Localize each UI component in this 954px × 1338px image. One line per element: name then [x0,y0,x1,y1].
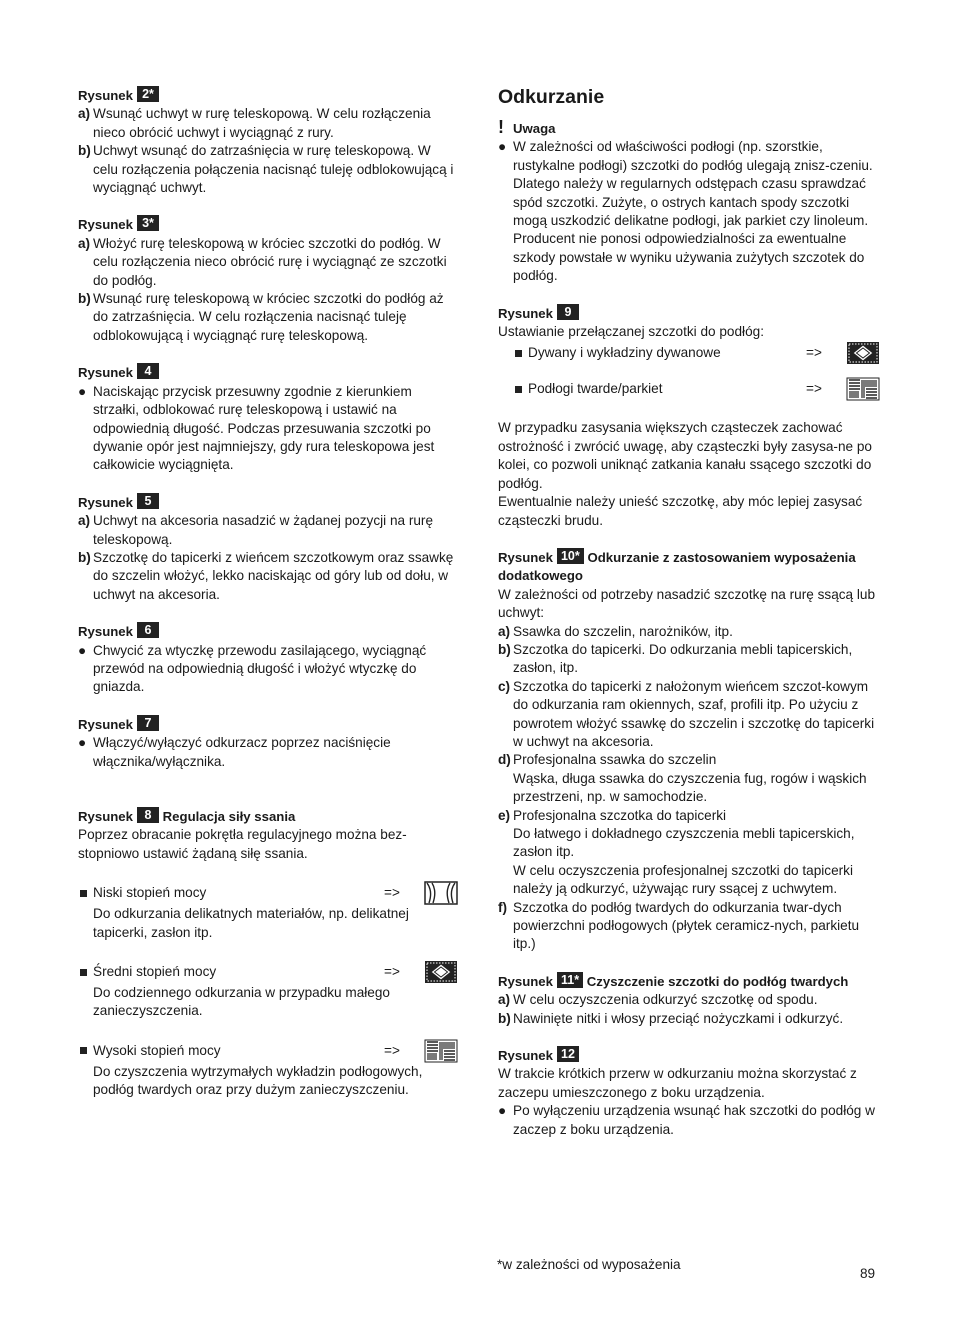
square-bullet-icon [80,890,87,897]
list-item: b) Szczotkę do tapicerki z wieńcem szczotkowym oraz ssawkę do szczelin włożyć, lekko naciskając od góry lub od dołu, w uchwyt na akcesoria. [78,549,454,602]
section-fig-4 [78,363,458,474]
brush-option-hard-floor: Podłogi twarde/parkiet => [498,377,880,401]
curtain-icon [424,881,458,905]
warning-box: ! Uwaga ● W zależności od właściwości podłogi (np. szorstkie, rustykalne podłogi) szczotki do podłóg ulegają znisz-czeniu. Dlatego należy w regularnych odstępach czasu sprawdzać spód szczotki. Zużyte, o ostrych kantach spody szczotki mogą uszkodzić delikatne podłogi, jak parkiet czy linoleum. Producent nie ponosi odpowiedzialności za ewentualne szkody powstałe w wyniku używania zużytych szczotek do podłóg. [498,120,880,286]
list-item: c) Szczotka do tapicerki z nałożonym wieńcem szczot-kowym do odkurzania ram okiennych, szaf, profili itp. Po użyciu z powrotem włożyć ssawkę do szczelin i szczotkę do tapicerki w uchwyt na akcesoria. [498,678,875,749]
section-fig-6 [78,622,458,697]
bullet-item: ● Chwycić za wtyczkę przewodu zasilającego, wyciągnąć przewód na odpowiednią długość i włożyć wtyczkę do gniazda. [78,642,458,697]
figure-number: 10* [557,548,584,564]
figure-number: 9 [557,304,579,320]
list-item: b) Uchwyt wsunąć do zatrzaśnięcia w rurę teleskopową. W celu rozłączenia połączenia nacisnąć tuleję odblokowującą i wyciągnąć uchwyt. [78,143,454,196]
footnote: *w zależności od wyposażenia [497,1257,681,1272]
figure-heading: Rysunek 8 Regulacja siły ssania [78,808,296,824]
square-bullet-icon [80,969,87,976]
power-level-high: Wysoki stopień mocy => Do czyszczenia wytrzymałych wykładzin podłogowych, podłóg twardych oraz przy dużym zanieczyszczeniu. [78,1039,458,1100]
section-fig-11 [498,972,880,1028]
page-title: Odkurzanie [498,86,605,108]
figure-number: 12 [557,1046,579,1062]
list-item: a) Wsunąć uchwyt w rurę teleskopową. W celu rozłączenia nieco obrócić uchwyt i wyciągnąć z rury. [78,106,431,140]
bullet-icon: ● [498,1103,507,1119]
bullet-icon: ● [78,735,87,751]
power-level-low: Niski stopień mocy => Do odkurzania delikatnych materiałów, np. delikatnej tapicerki, zasłon itp. [78,881,458,942]
power-level-medium: Średni stopień mocy => Do codziennego odkurzania w przypadku małego zanieczyszczenia. [78,960,458,1021]
section-fig-3 [78,215,458,345]
intro-text: Ustawianie przełączanej szczotki do podłóg: [498,324,764,340]
figure-number: 11* [557,972,583,988]
figure-number: 7 [137,715,159,731]
figure-heading: Rysunek 6 [78,622,458,641]
figure-heading: Rysunek 10* Odkurzanie z zastosowaniem wyposażenia dodatkowego [498,548,856,584]
square-bullet-icon [515,386,522,393]
list-item: a) W celu oczyszczenia odkurzyć szczotkę od spodu. [498,992,818,1008]
figure-heading: Rysunek 2* [78,86,458,105]
figure-heading: Rysunek 12 [498,1046,880,1065]
carpet-icon [424,960,458,984]
paragraph: Ewentualnie należy unieść szczotkę, aby móc lepiej zasysać cząsteczki brudu. [498,494,863,528]
square-bullet-icon [80,1047,87,1054]
section-fig-10 [498,548,880,954]
bullet-item: ● Po wyłączeniu urządzenia wsunąć hak szczotki do podłóg w zaczep z boku urządzenia. [498,1102,880,1139]
square-bullet-icon [515,350,522,357]
figure-number: 6 [137,622,159,638]
figure-heading: Rysunek 11* Czyszczenie szczotki do podłóg twardych [498,972,849,989]
list-item: b) Szczotka do tapicerki. Do odkurzania mebli tapicerskich, zasłon, itp. [498,641,853,676]
section-fig-5 [78,493,458,604]
list-item: e) Profesjonalna szczotka do tapicerki Do łatwego i dokładnego czyszczenia mebli tapicerskich, zasłon itp. W celu oczyszczenia profesjonalnej szczotki do tapicerki należy ją odkurzyć, używając rury ssącej z uchwytem. [498,807,855,897]
bullet-item: ● Włączyć/wyłączyć odkurzacz poprzez naciśnięcie włącznika/wyłącznika. [78,734,458,771]
section-fig-2 [78,86,458,197]
warning-icon: ! [498,117,504,137]
section-title: Odkurzanie z zastosowaniem wyposażenia dodatkowego [498,549,856,584]
left-column [78,86,458,1118]
paragraph: W przypadku zasysania większych cząsteczek zachować ostrożność i zwrócić uwagę, aby cząsteczki były zasysa-ne po kolei, co pozwoli uniknąć zatkania kanału ssącego szczotki do podłóg. [498,420,872,491]
figure-heading: Rysunek 7 [78,715,458,734]
list-item: d) Profesjonalna ssawka do szczelin Wąska, długa ssawka do czyszczenia fug, rogów i wąskich przestrzeni, np. w samochodzie. [498,752,867,805]
bullet-icon: ● [78,642,87,658]
section-fig-7 [78,715,458,771]
bullet-icon: ● [498,139,507,155]
figure-number: 2* [137,86,159,102]
bullet-icon: ● [78,383,87,399]
intro-text: Poprzez obracanie pokrętła regulacyjnego można bez-stopniowo ustawić żądaną siłę ssania. [78,827,407,861]
right-column [498,86,880,1157]
list-item: a) Ssawka do szczelin, narożników, itp. [498,623,733,639]
figure-heading: Rysunek 3* [78,215,458,234]
hard-floor-icon [846,377,880,401]
page-number: 89 [860,1266,876,1281]
section-title: Czyszczenie szczotki do podłóg twardych [586,973,849,989]
figure-number: 3* [137,215,159,231]
section-title: Regulacja siły ssania [162,809,296,824]
bullet-item: ● Naciskając przycisk przesuwny zgodnie z kierunkiem strzałki, odblokować rurę teleskopową i ustawić na odpowiednią długość. Podczas przesuwania szczotki po dywanie opór jest najmniejszy, gdy rura teleskopowa jest całkowicie wyciągnięta. [78,383,458,475]
figure-number: 5 [137,493,159,509]
list-item: b) Wsunąć rurę teleskopową w króciec szczotki do podłóg aż do zatrzaśnięcia. W celu rozłączenia nacisnąć tuleję odblokowującą i wyciągnąć rurę teleskopową. [78,291,444,343]
section-fig-9 [498,304,880,530]
figure-heading: Rysunek 5 [78,493,458,512]
figure-heading: Rysunek 4 [78,363,458,382]
hard-floor-icon [424,1039,458,1063]
brush-option-carpet: Dywany i wykładziny dywanowe => [498,341,880,365]
figure-heading: Rysunek 9 [498,304,880,323]
intro-text: W trakcie krótkich przerw w odkurzaniu można skorzystać z zaczepu umieszczonego z boku urządzenia. [498,1066,857,1100]
figure-number: 4 [137,363,159,379]
list-item: f) Szczotka do podłóg twardych do odkurzania twar-dych powierzchni podłogowych (płytek ceramicz-nych, parkietu itp.) [498,899,860,952]
figure-number: 8 [137,807,159,823]
intro-text: W zależności od potrzeby nasadzić szczotkę na rurę ssącą lub uchwyt: [498,586,876,621]
section-fig-8 [78,807,458,1100]
section-fig-12 [498,1046,880,1139]
list-item: a) Włożyć rurę teleskopową w króciec szczotki do podłóg. W celu rozłączenia nieco obrócić rurę i wyciągnąć ze szczotki do podłóg. [78,235,447,288]
list-item: b) Nawinięte nitki i włosy przeciąć nożyczkami i odkurzyć. [498,1010,844,1026]
carpet-icon [846,341,880,365]
list-item: a) Uchwyt na akcesoria nasadzić w żądanej pozycji na rurę teleskopową. [78,513,434,547]
